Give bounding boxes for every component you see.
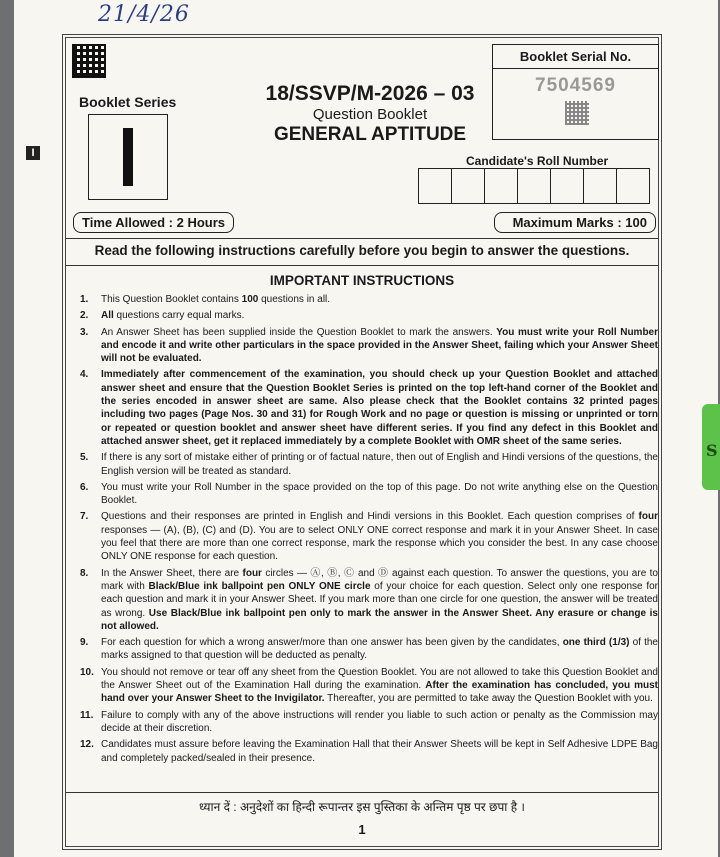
instruction-item	[80, 481, 658, 508]
instruction-number: 6.	[80, 481, 89, 493]
instruction-text: You should not remove or tear off any sheet from the Question Booklet. You are not allowed to take this Question Booklet and the Answer Sheet out of the Examination Hall during the examination. After the examination has concluded, you must hand over your Answer Sheet to the Invigilator. Thereafter, you are permitted to take away the Question Booklet with you.	[101, 666, 659, 705]
instruction-item	[80, 709, 658, 736]
instruction-number: 7.	[80, 511, 89, 523]
instruction-text: You must write your Roll Number in the space provided on the top of this page. Do not write anything else on the Question Booklet.	[101, 481, 658, 507]
serial-number-box	[492, 44, 659, 140]
instruction-item	[80, 309, 658, 322]
maximum-marks: Maximum Marks : 100	[494, 212, 656, 233]
roll-cell[interactable]	[419, 169, 452, 203]
instruction-text: An Answer Sheet has been supplied inside the Question Booklet to mark the answers. You must write your Roll Number and encode it and write other particulars in the space provided in the Answer Sheet, failing which your Answer Sheet will not be evaluated.	[101, 326, 659, 365]
roll-cell[interactable]	[518, 169, 551, 203]
instruction-item	[80, 510, 658, 563]
instruction-text: Candidates must assure before leaving the Examination Hall that their Answer Sheets will be kept in Self Adhesive LDPE Bag and completely packed/sealed in their presence.	[101, 739, 658, 764]
booklet-type: Question Booklet	[312, 106, 428, 123]
booklet-series-box	[88, 114, 168, 200]
instruction-text: Failure to comply with any of the above instructions will render you liable to such action or penalty as the Commission may decide at their discretion.	[101, 709, 658, 734]
subject-title: GENERAL APTITUDE	[273, 124, 467, 145]
roll-cell[interactable]	[551, 169, 584, 203]
instruction-text: If there is any sort of mistake either of printing or of factual nature, then out of English and Hindi versions of the questions, the English version will be treated as standard.	[101, 452, 658, 477]
roll-cell[interactable]	[584, 169, 617, 203]
instruction-number: 12.	[80, 739, 94, 751]
handwritten-date: 21/4/26	[98, 2, 190, 27]
serial-label: Booklet Serial No.	[493, 45, 658, 69]
sticker-letter: S	[706, 441, 718, 460]
instruction-number: 8.	[80, 567, 89, 579]
serial-number: 7504569	[535, 75, 616, 96]
instruction-text: All questions carry equal marks.	[101, 310, 245, 322]
roll-cell[interactable]	[617, 169, 649, 203]
instruction-number: 10.	[80, 666, 94, 678]
qr-code-icon	[72, 44, 106, 78]
booklet-series-label: Booklet Series	[79, 94, 177, 110]
instruction-text: In the Answer Sheet, there are four circles — Ⓐ, Ⓑ, Ⓒ and Ⓓ against each question. To answer the questions, you are to mark with Black/Blue ink ballpoint pen ONLY ONE circle of your choice for each question. Select only one response for each question and mark it in your Answer Sheet. If you mark more than one circle for one question, the answer will be treated as wrong. Use Black/Blue ink ballpoint pen only to mark the answer in the Answer Sheet. Any erasure or change is not allowed.	[101, 567, 659, 632]
roll-number-label: Candidate's Roll Number	[466, 154, 609, 168]
series-side-tab: I	[26, 146, 40, 160]
instruction-item	[80, 666, 658, 706]
instruction-number: 5.	[80, 452, 89, 464]
divider	[66, 238, 658, 239]
divider	[66, 792, 658, 793]
instruction-number: 2.	[80, 310, 89, 322]
instructions-list	[80, 293, 658, 768]
instruction-item	[80, 326, 658, 366]
instruction-text: Immediately after commencement of the examination, you should check up your Question Booklet and attached answer sheet and ensure that the Question Booklet Series is printed on the top left-hand corner of the Booklet and the series encoded in answer sheet are same. Also please check that the Booklet contains 32 printed pages including two pages (Page Nos. 30 and 31) for Rough Work and no page or question is missing or unprinted or torn or repeated or question booklet and answer sheet have different series. If you find any defect in this Booklet and attached answer sheet, get it replaced immediately by a complete Booklet with OMR sheet of the same series.	[101, 369, 658, 447]
roll-cell[interactable]	[485, 169, 518, 203]
instructions-heading: IMPORTANT INSTRUCTIONS	[269, 273, 455, 288]
instruction-number: 9.	[80, 637, 89, 649]
roll-cell[interactable]	[452, 169, 485, 203]
roll-number-grid[interactable]	[418, 168, 650, 204]
instruction-text: This Question Booklet contains 100 questions in all.	[101, 294, 331, 305]
instruction-number: 4.	[80, 369, 89, 381]
hindi-note: ध्यान दें : अनुदेशों का हिन्दी रूपान्तर इस पुस्तिका के अन्तिम पृष्ठ पर छपा है ।	[199, 800, 525, 814]
instruction-item	[80, 738, 658, 765]
instruction-item	[80, 567, 658, 633]
instruction-number: 11.	[80, 709, 94, 721]
page-number: 1	[358, 822, 366, 837]
instruction-item	[80, 636, 658, 663]
series-mark-icon	[123, 128, 133, 186]
green-sticker	[702, 404, 720, 490]
instruction-item	[80, 368, 658, 448]
small-qr-code-icon	[565, 101, 589, 125]
time-allowed: Time Allowed : 2 Hours	[73, 212, 234, 233]
instruction-number: 1.	[80, 294, 89, 305]
instruction-text: Questions and their responses are printed in English and Hindi versions in this Booklet. Each question comprises of four responses — (A), (B), (C) and (D). You are to select ONLY ONE correct response and mark it in your Answer Sheet. In case you feel that there are more than one correct response, mark the response which you consider the best. In any case choose ONLY ONE response for each question.	[101, 511, 658, 563]
instruction-item	[80, 451, 658, 478]
divider	[66, 265, 658, 266]
exam-code: 18/SSVP/M-2026 – 03	[265, 82, 475, 105]
instruction-number: 3.	[80, 326, 89, 338]
instruction-text: For each question for which a wrong answer/more than one answer has been given by the candidates, one third (1/3) of the marks assigned to that question will be deducted as penalty.	[101, 637, 658, 662]
read-instructions-line: Read the following instructions carefully before you begin to answer the questions.	[94, 243, 630, 258]
instruction-item	[80, 293, 658, 306]
